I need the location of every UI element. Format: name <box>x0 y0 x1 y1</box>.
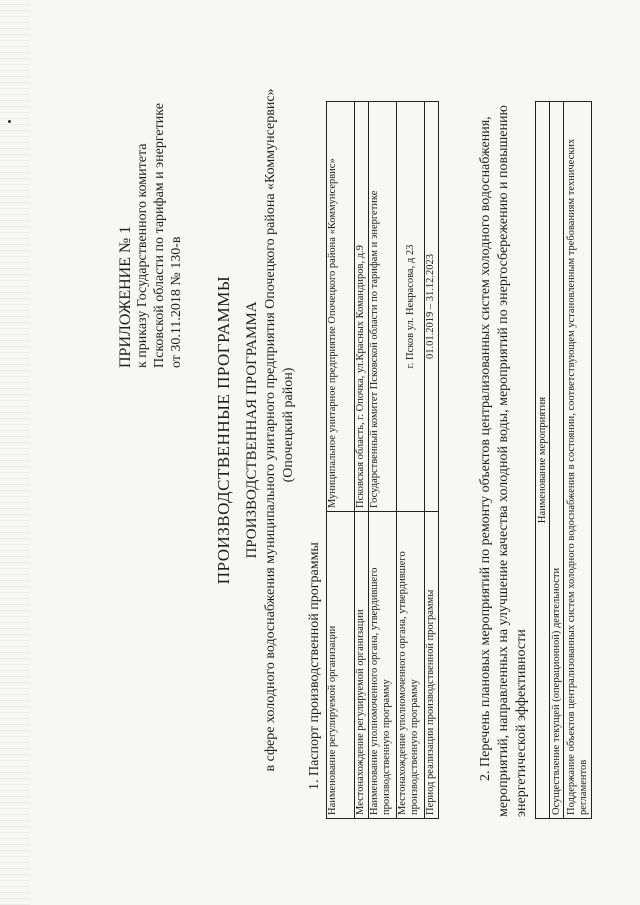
table-row <box>369 102 397 819</box>
passport-value: г. Псков ул. Некрасова, д 23 <box>397 102 425 512</box>
passport-label: Местонахождение регулируемой организации <box>355 512 369 819</box>
table-row <box>536 102 550 819</box>
passport-label: Период реализации производственной программы <box>425 512 439 819</box>
passport-value: Государственный комитет Псковской области по тарифам и энергетике <box>369 102 397 512</box>
table-row <box>355 102 369 819</box>
passport-value: Муниципальное унитарное предприятие Опочецкого района «Коммунсервис» <box>327 102 355 512</box>
program-title: ПРОИЗВОДСТВЕННАЯ ПРОГРАММА <box>244 301 260 559</box>
appendix-heading: ПРИЛОЖЕНИЕ № 1 <box>117 225 134 368</box>
passport-value: 01.01.2019 – 31.12.2023 <box>425 102 439 512</box>
activities-table <box>535 101 592 819</box>
section-1-title: 1. Паспорт производственной программы <box>307 542 322 790</box>
passport-table <box>326 101 439 819</box>
appendix-line-2: Псковской области по тарифам и энергетике <box>152 103 167 368</box>
activity-item: Осуществление текущей (операционной) деятельности <box>550 102 564 819</box>
table-row <box>397 102 425 819</box>
passport-label: Наименование регулируемой организации <box>327 512 355 819</box>
program-sphere: в сфере холодного водоснабжения муниципального унитарного предприятия Опочецкого района «Коммунсервис» <box>263 88 278 772</box>
document-main-title: ПРОИЗВОДСТВЕННЫЕ ПРОГРАММЫ <box>214 275 233 585</box>
section-2-text: 2. Перечень плановых мероприятий по ремонту объектов централизованных систем холодного водоснабжения, мероприятий, направленных на улучшение качества холодной воды, мероприятий по энергосбережению и повышению энергетической эффективности <box>478 105 529 817</box>
appendix-line-3: от 30.11.2018 № 130-в <box>169 236 184 368</box>
table-row <box>425 102 439 819</box>
passport-label: Наименование уполномоченного органа, утвердившего производственную программу <box>369 512 397 819</box>
activity-item: Поддержание объектов централизованных систем холодного водоснабжения в состоянии, соответствующем установленным требованиям технических регламентов <box>564 102 592 819</box>
table-row <box>564 102 592 819</box>
program-district: (Опочецкий район) <box>281 367 296 483</box>
table-row <box>327 102 355 819</box>
appendix-block <box>117 103 185 368</box>
passport-label: Местонахождение уполномоченного органа, утвердившего производственную программу <box>397 512 425 819</box>
passport-value: Псковская область, г. Опочка, ул.Красных Командиров, д.9 <box>355 102 369 512</box>
activities-header: Наименование мероприятия <box>536 102 550 819</box>
appendix-line-1: к приказу Государственного комитета <box>135 143 150 368</box>
table-row <box>550 102 564 819</box>
